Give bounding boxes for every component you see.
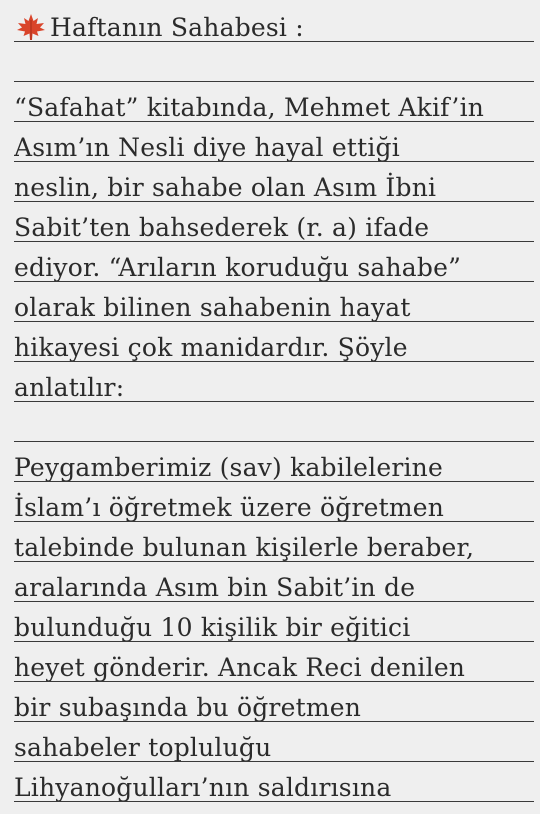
note-line: “Safahat” kitabında, Mehmet Akif’in [14,82,534,122]
note-line: heyet gönderir. Ancak Reci denilen [14,642,534,682]
note-line: Lihyanoğulları’nın saldırısına [14,762,534,802]
note-line: Asım’ın Nesli diye hayal ettiği [14,122,534,162]
maple-leaf-icon [14,12,48,42]
note-title: Haftanın Sahabesi : [50,13,304,42]
note-line [14,402,534,442]
note-line: sahabeler topluluğu [14,722,534,762]
note-line: neslin, bir sahabe olan Asım İbni [14,162,534,202]
note-body[interactable] [14,2,534,802]
note-line: Sabit’ten bahsederek (r. a) ifade [14,202,534,242]
note-line: anlatılır: [14,362,534,402]
note-line: aralarında Asım bin Sabit’in de [14,562,534,602]
note-line: hikayesi çok manidardır. Şöyle [14,322,534,362]
note-line: bir subaşında bu öğretmen [14,682,534,722]
note-line: İslam’ı öğretmek üzere öğretmen [14,482,534,522]
note-line: Peygamberimiz (sav) kabilelerine [14,442,534,482]
note-title-line [14,2,534,42]
note-line: bulunduğu 10 kişilik bir eğitici [14,602,534,642]
note-line [14,42,534,82]
note-line: ediyor. “Arıların koruduğu sahabe” [14,242,534,282]
note-line: olarak bilinen sahabenin hayat [14,282,534,322]
note-line: talebinde bulunan kişilerle beraber, [14,522,534,562]
